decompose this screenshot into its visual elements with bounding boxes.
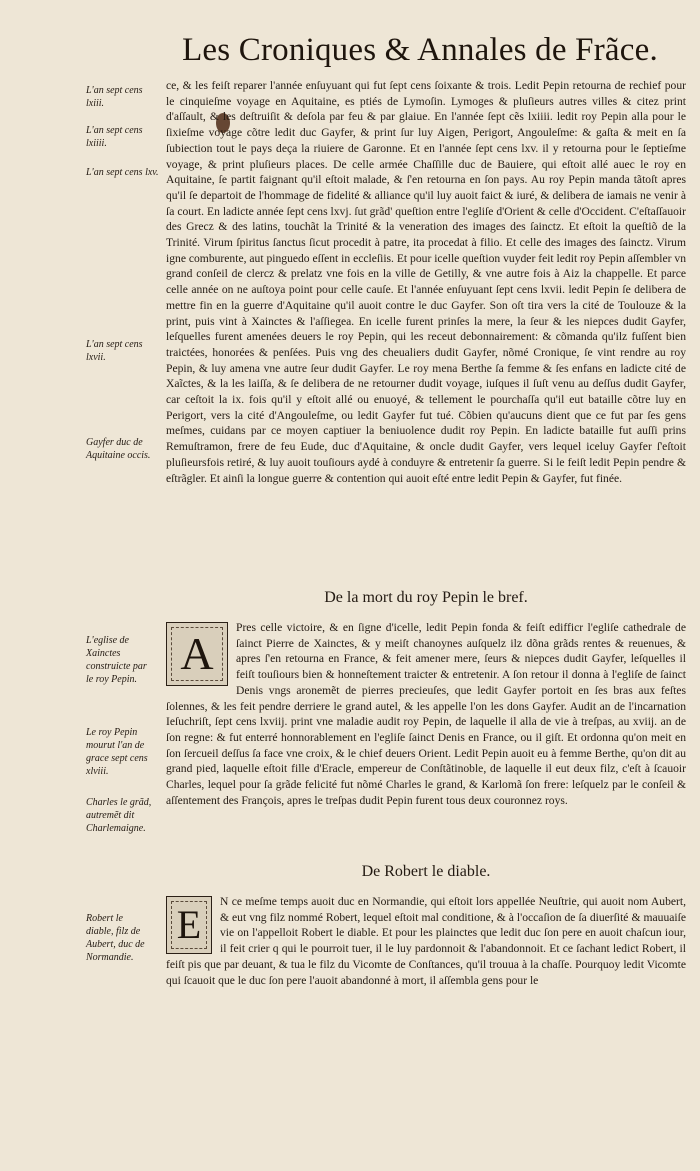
text-block-1 — [166, 78, 686, 486]
section-heading: De la mort du roy Pepin le bref. — [324, 589, 528, 606]
margin-note: L'an sept cens lxiiii. — [86, 125, 143, 149]
margin-note: L'an sept cens lxv. — [86, 167, 159, 178]
text-block-2 — [166, 620, 686, 808]
decorated-initial: A — [166, 622, 228, 686]
text-block-3 — [166, 894, 686, 988]
section-heading: De Robert le diable. — [361, 863, 491, 880]
margin-note: L'eglise de Xainctes construicte par le roy Pepin. — [86, 635, 147, 685]
margin-note: Charles le grãd, autremẽt dit Charlemaigne. — [86, 797, 152, 834]
margin-note: L'an sept cens lxvii. — [86, 339, 143, 363]
page-title: Les Croniques & Annales de Frãce. — [182, 32, 658, 68]
paragraph: ce, & les feiſt reparer l'année enſuyuant qui fut ſept cens ſoixante & trois. Ledit Pepin retourna de rechief pour le cinquieſme voyage en Aquitaine, es ptiés de Lymoſin. Lymoges & pluſieurs autres villes & citez print d'aſſault, & les deſtruiſit & deſola par feu & par glaiue. En l'année ſept cẽs lxiiii. ledit roy Pepin alla pour le ſixieſme voyage cõtre ledit duc Gayfer, & print ſur luy Aigen, Perigort, Angouleſme: & gaſta & meit en ſa ſubiection tout le pays deça la riuiere de Garonne. Et en l'année ſept cens lxv. il y retourna pour le ſeptieſme voyage, & print pluſieurs places. De celle armée Chaſſille duc de Bauiere, qui eſtoit allé auec le roy en Aquitaine, ſe partit faignant qu'il eſtoit malade, & ſ'en retourna en ſon pays. Au roy Pepin manda tãtoſt apres qu'il ſe departoit de l'hommage de fidelité & alliance qu'il luy auoit faict & iuré, & delibera de iamais ne venir à ſa court. En ladicte année ſept cens lxvj. ſut grãd' queſtion entre l'egliſe d'Orient & celle d'Occident. C'eſtaſſauoir des Grecz & des latins, touchãt la Trinité & la veneration des images des ſainctz. Et eſtoit la queſtiõ de la Trinité. Virum ſpiritus ſanctus ſicut procedit à patre, ita procedat à filio. Et celle des images des ſainctz. Virum igne comburente, aut pinguedo eſſent in eccleſiis. Et pour icelle queſtion vuyder feit ledit roy Pepin aſſembler vn grand conſeil de clercz & prelatz vne fois en la ville de Getilly, & vne autre fois à Aiz la chappelle. Et parce celle année on ne auſtoya point pour celle cauſe. Et l'année enſuyuant ſept cens lxvii. ledit Pepin ſe delibera de mettre fin en la guerre d'Aquitaine qu'il auoit contre le duc Gayfer. Son oſt tira vers la cité de Toulouze & la print, puis vint à Xainctes & l'aſſiegea. En icelle furent prinſes la mere, la ſeur & les niepces dudit Gayfer, leſquelles furent amenées deuers le roy Pepin, qui les receut debonnairement: & cõmanda qu'ilz fuſſent bien traictées, honorées & penſées. Puis vng des cheualiers dudit Gayfer, nõmé Cronique, ſe vint rendre au roy Pepin, & luy amena vne autre ſeur dudit Gayfer. Le roy mena Berthe ſa femme & ſes enfans en ladicte cité de Xaĩctes, & la les laiſſa, & ſe delibera de ne retourner dudit voyage, iuſques il ſuſt venu au deſſus dudit Gayfer, car ceſtoit la ix. fois qu'il y eſtoit allé ou enuoyé, & tellement le pourchaſſa qu'il eut bataille cõtre luy en Perigort, vers la cité d'Angouleſme, ou ledit Gayfer fut tué. Cõbien qu'aucuns dient que ce fut par ſes gens meſmes, cuidans par ce moyen captiuer la beniuolence dudit roy Pepin. En ladicte bataille fut auſſi prins Remuſtramon, frere de feu Eude, duc d'Aquitaine, & oncle dudit Gayfer, vers lequel iceluy Gayfer ſ'eſtoit pluſieursfois retiré, & luy auoit touſiours aydé à conduyre & entretenir ſa guerre. Si le feiſt ledit Pepin pendre & eſtrãgler. Et ainſi la longue guerre & contention qui auoit eſté entre ledit Pepin & Gayfer, fut finée. — [166, 79, 686, 485]
margin-note: L'an sept cens lxiii. — [86, 85, 143, 109]
margin-note: Robert le diable, filz de Aubert, duc de Normandie. — [86, 913, 145, 963]
paragraph: Pres celle victoire, & en ſigne d'icelle, ledit Pepin fonda & feiſt edifficr l'egliſe cathedrale de ſainct Pierre de Xainctes, & y meiſt chanoynes auſquelz ilz dõna grãds rentes & reuenues, & apres ſ'en retourna en France, & feit amener mere, ſeurs & niepces dudit Gayfer, leſquelles il feiſt touſiours bien & honneſtement traicter & entretenir. A ſon retour il donna à l'egliſe de ſainct Denis vngs aronemẽt de pierres precieuſes, que ledit Gayfer portoit en ſes bras aux feſtes ſolennes, & les feit pendre derriere le grand autel, & les appelle l'on les dons Gayfer. Audit an de l'incarnation Ieſuchriſt, ſept cens lxviij. print vne maladie audit roy Pepin, de laquelle il alla de vie à treſpas, au xviij. an de ſon regne: & fut enterré honnorablement en l'egliſe ſainct Denis en France, ou il giſt. Et ordonna qu'on meit en ſon ſercueil deſſus ſa face vne croix, & le chief deuers Orient. Ledit Pepin auoit eu à femme Berthe, qu'on dit au grand pied, laquelle eſtoit fille d'Eracle, empereur de Conſtãtinoble, de laquelle il eut deux filz, c'eſt à ſcauoir Charles, lequel pour ſa grãde felicité fut nõmé Charles le grand, & Karlomã ſon frere: leſquelz par le conſeil & aſſentement des François, apres le treſpas dudit Pepin furent tous deux couronnez roys. — [166, 621, 686, 807]
paragraph: N ce meſme temps auoit duc en Normandie, qui eſtoit lors appellée Neuſtrie, qui auoit nom Aubert, & eut vng filz nommé Robert, lequel eſtoit mal conditione, & à l'occaſion de ſa diuerſité & mauuaiſe vie on l'appelloit Robert le diable. Et pour les plainctes que ledit duc ſon pere en auoit chaſcun iour, il feit crier q qui le pourroit tuer, il le luy pardonnoit & l'abandonnoit. Et ce ſachant ledict Robert, il feiſt pis que par deuant, & tua le filz du Vicomte de Conſtances, qu'il trouua à la chaſſe. Pourquoy ledit Vicomte qui ſcauoit que le duc ſon pere l'auoit abandonné à mort, il aſſembla gens pour le — [166, 895, 686, 987]
margin-note: Gayfer duc de Aquitaine occis. — [86, 437, 151, 461]
margin-note: Le roy Pepin mourut l'an de grace sept cens xlviii. — [86, 727, 148, 777]
decorated-initial: E — [166, 896, 212, 954]
